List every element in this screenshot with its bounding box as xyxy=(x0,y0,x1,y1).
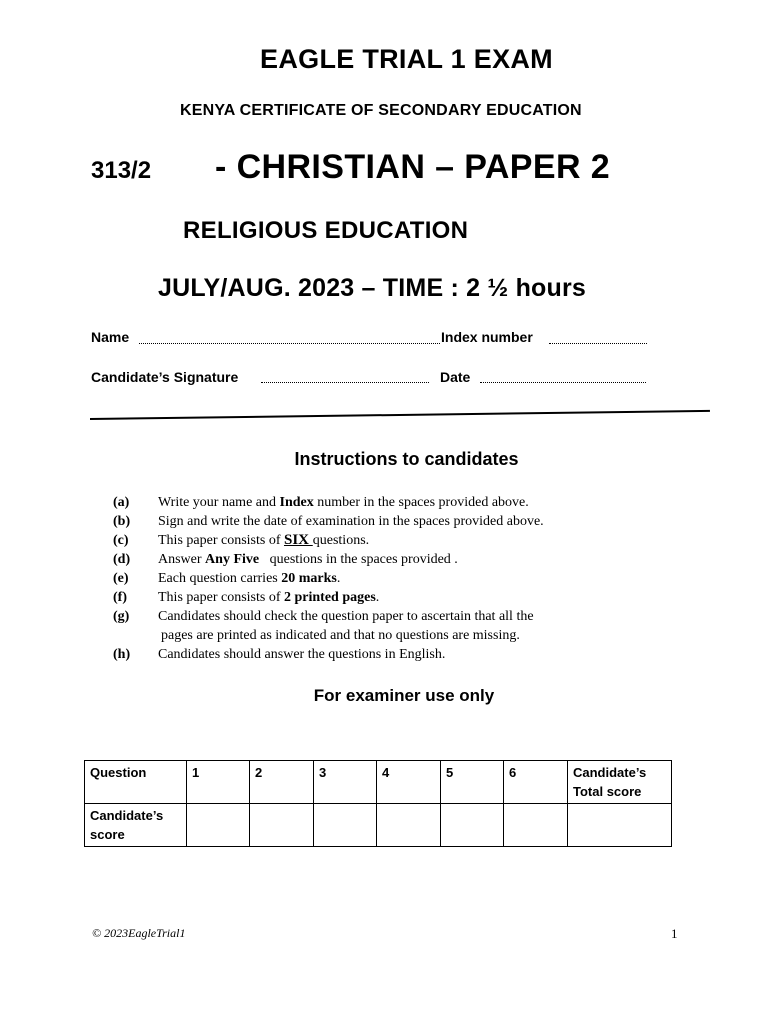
instructions-title: Instructions to candidates xyxy=(294,449,519,469)
table-row xyxy=(85,761,672,804)
divider-line xyxy=(90,410,710,420)
header-cell-q6: 6 xyxy=(504,761,568,804)
score-cell-total[interactable] xyxy=(568,804,672,847)
subject-title: - CHRISTIAN – PAPER 2 xyxy=(215,148,611,186)
paper-code: 313/2 xyxy=(91,157,152,184)
instruction-item: (a) Write your name and Index number in the spaces provided above. xyxy=(113,495,529,510)
instruction-item: (g) Candidates should check the question paper to ascertain that all the xyxy=(113,609,534,624)
exam-board: KENYA CERTIFICATE OF SECONDARY EDUCATION xyxy=(180,102,582,119)
header-cell-q5: 5 xyxy=(441,761,504,804)
score-cell-q4[interactable] xyxy=(377,804,441,847)
score-table xyxy=(84,760,672,847)
index-number-field[interactable] xyxy=(549,343,647,344)
header-cell-q2: 2 xyxy=(250,761,314,804)
score-cell-q3[interactable] xyxy=(314,804,377,847)
table-row xyxy=(85,804,672,847)
instruction-item: (e) Each question carries 20 marks. xyxy=(113,571,341,586)
header-cell-q4: 4 xyxy=(377,761,441,804)
score-cell-q6[interactable] xyxy=(504,804,568,847)
exam-title: EAGLE TRIAL 1 EXAM xyxy=(260,44,553,74)
examiner-section-title: For examiner use only xyxy=(313,686,495,705)
signature-field[interactable] xyxy=(261,382,429,383)
index-number-label: Index number xyxy=(441,329,533,345)
score-cell-q1[interactable] xyxy=(187,804,250,847)
footer-copyright: © 2023EagleTrial1 xyxy=(92,926,186,940)
header-cell-q3: 3 xyxy=(314,761,377,804)
instruction-item: (b) Sign and write the date of examination in the spaces provided above. xyxy=(113,514,544,529)
header-cell-question: Question xyxy=(85,761,187,804)
score-cell-q5[interactable] xyxy=(441,804,504,847)
name-field[interactable] xyxy=(139,343,440,344)
instruction-item: (h) Candidates should answer the questions in English. xyxy=(113,647,446,662)
header-cell-total: Candidate’s Total score xyxy=(568,761,672,804)
instruction-item-continued: pages are printed as indicated and that no questions are missing. xyxy=(161,628,520,643)
session-and-time: JULY/AUG. 2023 – TIME : 2 ½ hours xyxy=(158,274,587,302)
instruction-item: (f) This paper consists of 2 printed pages. xyxy=(113,590,380,605)
instruction-item: (c) This paper consists of SIX questions. xyxy=(113,532,370,548)
instruction-item: (d) Answer Any Five questions in the spaces provided . xyxy=(113,552,458,567)
signature-label: Candidate’s Signature xyxy=(91,369,239,385)
page-number: 1 xyxy=(671,926,678,941)
header-cell-q1: 1 xyxy=(187,761,250,804)
score-cell-q2[interactable] xyxy=(250,804,314,847)
score-row-label: Candidate’s score xyxy=(85,804,187,847)
date-field[interactable] xyxy=(480,382,646,383)
name-label: Name xyxy=(91,329,130,345)
date-label: Date xyxy=(440,369,471,385)
subject-title-continued: RELIGIOUS EDUCATION xyxy=(183,217,469,244)
instructions-list xyxy=(113,493,544,664)
